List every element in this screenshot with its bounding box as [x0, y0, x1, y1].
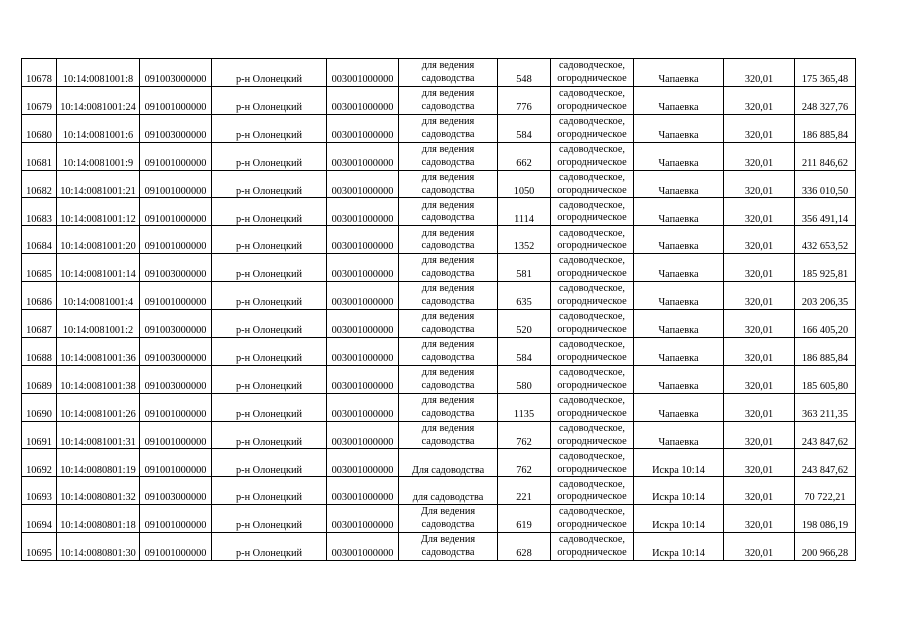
- cell-text-line: садоводства: [421, 128, 475, 140]
- cell-okato-code: 003001000000: [327, 254, 399, 282]
- cell-okato-code: 003001000000: [327, 310, 399, 338]
- cell-row-number: 10694: [22, 505, 57, 533]
- cell-area: 520: [498, 310, 551, 338]
- cell-text-line: для ведения: [421, 115, 475, 127]
- cell-text-line: садоводческое,: [558, 283, 625, 295]
- cell-land-use-type: [551, 114, 634, 142]
- cell-cadastral-value: 198 086,19: [795, 505, 856, 533]
- cell-locality: Искра 10:14: [634, 477, 724, 505]
- cell-locality: Искра 10:14: [634, 533, 724, 561]
- cell-district: р-н Олонецкий: [212, 337, 327, 365]
- cell-land-use-type: [551, 226, 634, 254]
- cell-row-number: 10681: [22, 142, 57, 170]
- cell-specific-value: 320,01: [724, 449, 795, 477]
- cell-text-line: для ведения: [421, 255, 475, 267]
- cell-specific-value: 320,01: [724, 282, 795, 310]
- cell-cadastral-number: 10:14:0081001:8: [57, 59, 140, 87]
- cell-text-line: огородническое: [557, 324, 627, 336]
- cell-cadastral-value: 185 925,81: [795, 254, 856, 282]
- cell-okato-code: 003001000000: [327, 337, 399, 365]
- cell-row-number: 10690: [22, 393, 57, 421]
- cell-specific-value: 320,01: [724, 393, 795, 421]
- cell-text-line: огородническое: [557, 240, 627, 252]
- cell-text-line: для ведения: [421, 171, 475, 183]
- cell-permitted-use: для садоводства: [399, 477, 498, 505]
- cell-okato-code: 003001000000: [327, 393, 399, 421]
- cell-locality: Чапаевка: [634, 142, 724, 170]
- cell-text-line: садоводческое,: [558, 88, 625, 100]
- cell-text-line: Для ведения: [420, 506, 476, 518]
- cell-permitted-use: [399, 282, 498, 310]
- cell-text-line: садоводческое,: [558, 171, 625, 183]
- cell-oktmo-code: 091003000000: [140, 254, 212, 282]
- cell-cadastral-number: 10:14:0081001:20: [57, 226, 140, 254]
- cell-oktmo-code: 091003000000: [140, 365, 212, 393]
- cell-row-number: 10693: [22, 477, 57, 505]
- cell-permitted-use: [399, 393, 498, 421]
- table-row: [22, 477, 856, 505]
- cell-specific-value: 320,01: [724, 505, 795, 533]
- cell-permitted-use: [399, 337, 498, 365]
- cell-permitted-use: [399, 142, 498, 170]
- cell-district: р-н Олонецкий: [212, 198, 327, 226]
- cell-text-line: садоводческое,: [558, 115, 625, 127]
- table-row: [22, 86, 856, 114]
- cell-text-line: садоводческое,: [558, 339, 625, 351]
- cell-locality: Чапаевка: [634, 114, 724, 142]
- cell-district: р-н Олонецкий: [212, 170, 327, 198]
- cell-text-line: садоводческое,: [558, 143, 625, 155]
- table-row: [22, 198, 856, 226]
- cell-area: 762: [498, 449, 551, 477]
- cell-okato-code: 003001000000: [327, 505, 399, 533]
- cell-land-use-type: [551, 86, 634, 114]
- cell-cadastral-number: 10:14:0081001:9: [57, 142, 140, 170]
- cell-row-number: 10695: [22, 533, 57, 561]
- cell-oktmo-code: 091001000000: [140, 198, 212, 226]
- cell-locality: Чапаевка: [634, 365, 724, 393]
- cell-land-use-type: [551, 254, 634, 282]
- cell-okato-code: 003001000000: [327, 142, 399, 170]
- cell-text-line: огородническое: [557, 435, 627, 447]
- cell-text-line: садоводческое,: [558, 311, 625, 323]
- cell-text-line: огородническое: [557, 407, 627, 419]
- cell-specific-value: 320,01: [724, 226, 795, 254]
- cell-okato-code: 003001000000: [327, 533, 399, 561]
- cell-cadastral-value: 70 722,21: [795, 477, 856, 505]
- cell-district: р-н Олонецкий: [212, 254, 327, 282]
- cell-locality: Чапаевка: [634, 282, 724, 310]
- cell-row-number: 10686: [22, 282, 57, 310]
- cell-permitted-use: [399, 226, 498, 254]
- cell-text-line: садоводства: [421, 296, 475, 308]
- cell-oktmo-code: 091001000000: [140, 142, 212, 170]
- cell-land-use-type: [551, 505, 634, 533]
- cell-specific-value: 320,01: [724, 365, 795, 393]
- cell-oktmo-code: 091001000000: [140, 505, 212, 533]
- cell-district: р-н Олонецкий: [212, 142, 327, 170]
- cell-oktmo-code: 091001000000: [140, 170, 212, 198]
- cell-oktmo-code: 091003000000: [140, 114, 212, 142]
- cell-row-number: 10679: [22, 86, 57, 114]
- cell-text-line: садоводства: [421, 100, 475, 112]
- cell-text-line: садоводческое,: [558, 394, 625, 406]
- cell-text-line: огородническое: [557, 296, 627, 308]
- cell-okato-code: 003001000000: [327, 449, 399, 477]
- cell-cadastral-number: 10:14:0081001:26: [57, 393, 140, 421]
- cell-specific-value: 320,01: [724, 114, 795, 142]
- table-row: [22, 449, 856, 477]
- cell-specific-value: 320,01: [724, 533, 795, 561]
- cell-permitted-use: [399, 365, 498, 393]
- cell-cadastral-value: 186 885,84: [795, 337, 856, 365]
- table-row: [22, 282, 856, 310]
- cell-land-use-type: [551, 310, 634, 338]
- cell-text-line: садоводства: [421, 379, 475, 391]
- cell-text-line: огородническое: [557, 184, 627, 196]
- cell-oktmo-code: 091001000000: [140, 421, 212, 449]
- table-body: [22, 59, 856, 561]
- cell-text-line: для ведения: [421, 227, 475, 239]
- cell-text-line: огородническое: [557, 491, 627, 503]
- cell-okato-code: 003001000000: [327, 282, 399, 310]
- cell-text-line: огородническое: [557, 268, 627, 280]
- cell-text-line: огородническое: [557, 351, 627, 363]
- table-row: [22, 505, 856, 533]
- cell-row-number: 10692: [22, 449, 57, 477]
- cell-district: р-н Олонецкий: [212, 310, 327, 338]
- table-row: [22, 421, 856, 449]
- cell-specific-value: 320,01: [724, 198, 795, 226]
- cell-area: 1050: [498, 170, 551, 198]
- cell-text-line: садоводства: [421, 156, 475, 168]
- table-row: [22, 170, 856, 198]
- cell-text-line: для ведения: [421, 311, 475, 323]
- cell-locality: Чапаевка: [634, 59, 724, 87]
- cell-text-line: садоводческое,: [558, 506, 625, 518]
- table-row: [22, 254, 856, 282]
- cell-oktmo-code: 091001000000: [140, 226, 212, 254]
- cell-land-use-type: [551, 142, 634, 170]
- cell-specific-value: 320,01: [724, 59, 795, 87]
- cell-text-line: садоводства: [421, 407, 475, 419]
- cell-cadastral-number: 10:14:0081001:14: [57, 254, 140, 282]
- cell-oktmo-code: 091003000000: [140, 337, 212, 365]
- cell-text-line: для ведения: [421, 366, 475, 378]
- cell-text-line: для ведения: [421, 199, 475, 211]
- cell-area: 1114: [498, 198, 551, 226]
- cell-permitted-use: [399, 86, 498, 114]
- cell-cadastral-number: 10:14:0081001:36: [57, 337, 140, 365]
- cell-permitted-use: [399, 505, 498, 533]
- cell-cadastral-value: 248 327,76: [795, 86, 856, 114]
- cell-text-line: садоводства: [421, 324, 475, 336]
- cell-cadastral-number: 10:14:0081001:38: [57, 365, 140, 393]
- cell-okato-code: 003001000000: [327, 226, 399, 254]
- cell-text-line: огородническое: [557, 379, 627, 391]
- cell-land-use-type: [551, 337, 634, 365]
- cell-text-line: Для ведения: [420, 534, 476, 546]
- cell-row-number: 10678: [22, 59, 57, 87]
- cell-locality: Искра 10:14: [634, 449, 724, 477]
- cell-cadastral-value: 200 966,28: [795, 533, 856, 561]
- cell-text-line: огородническое: [557, 156, 627, 168]
- cell-text-line: садоводческое,: [558, 450, 625, 462]
- cell-land-use-type: [551, 393, 634, 421]
- cell-district: р-н Олонецкий: [212, 59, 327, 87]
- cell-permitted-use: Для садоводства: [399, 449, 498, 477]
- cell-area: 762: [498, 421, 551, 449]
- cell-text-line: садоводческое,: [558, 422, 625, 434]
- cell-text-line: садоводческое,: [558, 478, 625, 490]
- cell-text-line: садоводства: [421, 73, 475, 85]
- cell-land-use-type: [551, 59, 634, 87]
- cell-area: 584: [498, 337, 551, 365]
- cell-oktmo-code: 091001000000: [140, 393, 212, 421]
- cell-oktmo-code: 091003000000: [140, 59, 212, 87]
- cell-text-line: для ведения: [421, 422, 475, 434]
- cell-text-line: огородническое: [557, 463, 627, 475]
- cell-cadastral-value: 356 491,14: [795, 198, 856, 226]
- cell-row-number: 10687: [22, 310, 57, 338]
- cell-land-use-type: [551, 477, 634, 505]
- table-row: [22, 59, 856, 87]
- cell-specific-value: 320,01: [724, 254, 795, 282]
- cell-text-line: огородническое: [557, 519, 627, 531]
- cell-text-line: садоводства: [421, 240, 475, 252]
- cell-text-line: для ведения: [421, 88, 475, 100]
- table-row: [22, 337, 856, 365]
- cell-oktmo-code: 091003000000: [140, 477, 212, 505]
- table-row: [22, 533, 856, 561]
- cell-area: 1352: [498, 226, 551, 254]
- cell-text-line: садоводческое,: [558, 227, 625, 239]
- cadastral-value-table: [21, 58, 856, 561]
- cell-area: 776: [498, 86, 551, 114]
- cell-text-line: огородническое: [557, 212, 627, 224]
- cell-area: 221: [498, 477, 551, 505]
- cell-text-line: садоводства: [421, 547, 475, 559]
- cell-text-line: огородническое: [557, 547, 627, 559]
- cell-area: 662: [498, 142, 551, 170]
- cell-okato-code: 003001000000: [327, 365, 399, 393]
- cell-cadastral-number: 10:14:0081001:6: [57, 114, 140, 142]
- cell-cadastral-number: 10:14:0081001:4: [57, 282, 140, 310]
- cell-okato-code: 003001000000: [327, 59, 399, 87]
- cell-okato-code: 003001000000: [327, 86, 399, 114]
- cell-permitted-use: [399, 533, 498, 561]
- cell-cadastral-number: 10:14:0081001:2: [57, 310, 140, 338]
- cell-text-line: для ведения: [421, 143, 475, 155]
- cell-locality: Чапаевка: [634, 254, 724, 282]
- cell-cadastral-value: 175 365,48: [795, 59, 856, 87]
- cell-row-number: 10685: [22, 254, 57, 282]
- cell-land-use-type: [551, 365, 634, 393]
- cell-specific-value: 320,01: [724, 421, 795, 449]
- cell-area: 1135: [498, 393, 551, 421]
- cell-row-number: 10689: [22, 365, 57, 393]
- cell-area: 619: [498, 505, 551, 533]
- cell-locality: Чапаевка: [634, 86, 724, 114]
- cell-okato-code: 003001000000: [327, 170, 399, 198]
- cell-okato-code: 003001000000: [327, 198, 399, 226]
- cell-okato-code: 003001000000: [327, 477, 399, 505]
- cell-oktmo-code: 091001000000: [140, 282, 212, 310]
- cell-text-line: садоводческое,: [558, 534, 625, 546]
- table-row: [22, 365, 856, 393]
- table-row: [22, 310, 856, 338]
- table-row: [22, 226, 856, 254]
- cell-okato-code: 003001000000: [327, 421, 399, 449]
- cell-text-line: садоводства: [421, 519, 475, 531]
- cell-area: 548: [498, 59, 551, 87]
- cell-specific-value: 320,01: [724, 477, 795, 505]
- cell-okato-code: 003001000000: [327, 114, 399, 142]
- cell-district: р-н Олонецкий: [212, 114, 327, 142]
- table-row: [22, 393, 856, 421]
- cell-locality: Чапаевка: [634, 226, 724, 254]
- cell-locality: Искра 10:14: [634, 505, 724, 533]
- cell-text-line: садоводства: [421, 268, 475, 280]
- cell-area: 635: [498, 282, 551, 310]
- cell-text-line: садоводства: [421, 212, 475, 224]
- cell-text-line: для ведения: [421, 60, 475, 72]
- cell-cadastral-value: 432 653,52: [795, 226, 856, 254]
- cell-specific-value: 320,01: [724, 310, 795, 338]
- cell-locality: Чапаевка: [634, 170, 724, 198]
- cell-row-number: 10683: [22, 198, 57, 226]
- cell-district: р-н Олонецкий: [212, 533, 327, 561]
- cell-text-line: для ведения: [421, 339, 475, 351]
- cell-locality: Чапаевка: [634, 198, 724, 226]
- cell-land-use-type: [551, 421, 634, 449]
- cell-specific-value: 320,01: [724, 86, 795, 114]
- cell-district: р-н Олонецкий: [212, 505, 327, 533]
- cell-locality: Чапаевка: [634, 337, 724, 365]
- cell-cadastral-value: 185 605,80: [795, 365, 856, 393]
- cell-land-use-type: [551, 449, 634, 477]
- cell-text-line: садоводческое,: [558, 366, 625, 378]
- cell-text-line: огородническое: [557, 100, 627, 112]
- cell-cadastral-number: 10:14:0081001:31: [57, 421, 140, 449]
- cell-row-number: 10680: [22, 114, 57, 142]
- cell-cadastral-number: 10:14:0080801:30: [57, 533, 140, 561]
- cell-cadastral-number: 10:14:0081001:24: [57, 86, 140, 114]
- cell-specific-value: 320,01: [724, 142, 795, 170]
- cell-cadastral-number: 10:14:0081001:12: [57, 198, 140, 226]
- cell-permitted-use: [399, 59, 498, 87]
- cell-text-line: огородническое: [557, 128, 627, 140]
- cell-text-line: садоводческое,: [558, 199, 625, 211]
- cell-cadastral-value: 363 211,35: [795, 393, 856, 421]
- cell-specific-value: 320,01: [724, 170, 795, 198]
- cell-text-line: садоводческое,: [558, 255, 625, 267]
- cell-district: р-н Олонецкий: [212, 365, 327, 393]
- cell-district: р-н Олонецкий: [212, 86, 327, 114]
- cell-text-line: садоводства: [421, 351, 475, 363]
- cell-district: р-н Олонецкий: [212, 449, 327, 477]
- cell-cadastral-value: 186 885,84: [795, 114, 856, 142]
- cell-text-line: для ведения: [421, 283, 475, 295]
- cell-oktmo-code: 091003000000: [140, 310, 212, 338]
- cell-land-use-type: [551, 170, 634, 198]
- table-row: [22, 142, 856, 170]
- cell-permitted-use: [399, 198, 498, 226]
- cell-land-use-type: [551, 282, 634, 310]
- cell-oktmo-code: 091001000000: [140, 449, 212, 477]
- cell-text-line: огородническое: [557, 73, 627, 85]
- cell-row-number: 10682: [22, 170, 57, 198]
- cell-cadastral-value: 211 846,62: [795, 142, 856, 170]
- cell-land-use-type: [551, 533, 634, 561]
- cell-row-number: 10688: [22, 337, 57, 365]
- cell-district: р-н Олонецкий: [212, 421, 327, 449]
- cell-oktmo-code: 091001000000: [140, 533, 212, 561]
- cell-locality: Чапаевка: [634, 393, 724, 421]
- cell-permitted-use: [399, 310, 498, 338]
- cell-area: 580: [498, 365, 551, 393]
- cell-row-number: 10691: [22, 421, 57, 449]
- cell-cadastral-value: 166 405,20: [795, 310, 856, 338]
- cell-district: р-н Олонецкий: [212, 226, 327, 254]
- cell-permitted-use: [399, 170, 498, 198]
- cell-text-line: для ведения: [421, 394, 475, 406]
- cell-district: р-н Олонецкий: [212, 477, 327, 505]
- cell-cadastral-number: 10:14:0080801:32: [57, 477, 140, 505]
- table-row: [22, 114, 856, 142]
- cell-area: 628: [498, 533, 551, 561]
- cell-cadastral-value: 243 847,62: [795, 449, 856, 477]
- cell-district: р-н Олонецкий: [212, 282, 327, 310]
- cell-permitted-use: [399, 421, 498, 449]
- cell-land-use-type: [551, 198, 634, 226]
- cell-permitted-use: [399, 254, 498, 282]
- cell-specific-value: 320,01: [724, 337, 795, 365]
- cell-area: 581: [498, 254, 551, 282]
- cell-oktmo-code: 091001000000: [140, 86, 212, 114]
- cell-cadastral-value: 336 010,50: [795, 170, 856, 198]
- cell-text-line: садоводческое,: [558, 60, 625, 72]
- cell-row-number: 10684: [22, 226, 57, 254]
- cell-permitted-use: [399, 114, 498, 142]
- cell-locality: Чапаевка: [634, 421, 724, 449]
- cell-cadastral-value: 243 847,62: [795, 421, 856, 449]
- cell-text-line: садоводства: [421, 435, 475, 447]
- cell-locality: Чапаевка: [634, 310, 724, 338]
- cell-text-line: садоводства: [421, 184, 475, 196]
- cell-cadastral-value: 203 206,35: [795, 282, 856, 310]
- cell-cadastral-number: 10:14:0080801:19: [57, 449, 140, 477]
- cell-area: 584: [498, 114, 551, 142]
- cell-cadastral-number: 10:14:0080801:18: [57, 505, 140, 533]
- cell-district: р-н Олонецкий: [212, 393, 327, 421]
- cell-cadastral-number: 10:14:0081001:21: [57, 170, 140, 198]
